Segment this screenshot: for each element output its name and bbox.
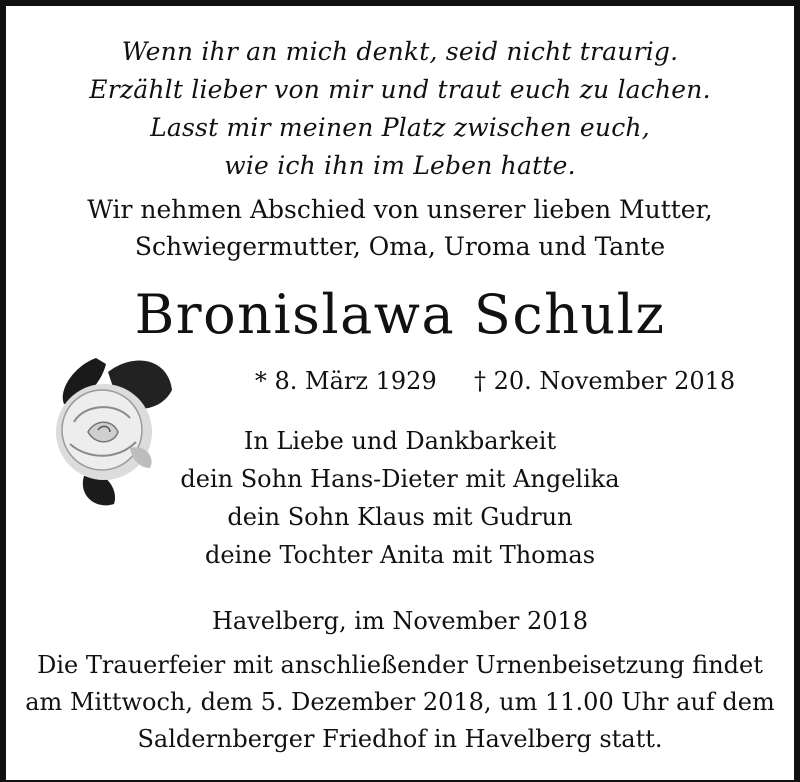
service-line: am Mittwoch, dem 5. Dezember 2018, um 11.00 Uhr auf dem bbox=[25, 688, 775, 716]
poem-line: Wenn ihr an mich denkt, seid nicht traurig. bbox=[121, 37, 679, 66]
service-line: Die Trauerfeier mit anschließender Urnenbeisetzung findet bbox=[37, 651, 763, 679]
poem-line: wie ich ihn im Leben hatte. bbox=[224, 151, 576, 180]
life-dates bbox=[95, 367, 800, 395]
service-line: Saldernberger Friedhof in Havelberg statt. bbox=[137, 725, 663, 753]
intro-line: Schwiegermutter, Oma, Uroma und Tante bbox=[134, 232, 666, 261]
mourner-line: dein Sohn Hans-Dieter mit Angelika bbox=[180, 465, 620, 493]
place-and-date: Havelberg, im November 2018 bbox=[211, 607, 589, 635]
poem-line: Lasst mir meinen Platz zwischen euch, bbox=[150, 113, 650, 142]
death-date: † 20. November 2018 bbox=[474, 367, 736, 395]
deceased-name: Bronislawa Schulz bbox=[134, 283, 666, 346]
birth-date: * 8. März 1929 bbox=[254, 367, 437, 395]
family-intro: In Liebe und Dankbarkeit bbox=[243, 427, 557, 455]
mourner-line: deine Tochter Anita mit Thomas bbox=[204, 541, 596, 569]
poem-line: Erzählt lieber von mir und traut euch zu lachen. bbox=[89, 75, 711, 104]
mourner-line: dein Sohn Klaus mit Gudrun bbox=[227, 503, 573, 531]
intro-line: Wir nehmen Abschied von unserer lieben Mutter, bbox=[87, 195, 713, 224]
